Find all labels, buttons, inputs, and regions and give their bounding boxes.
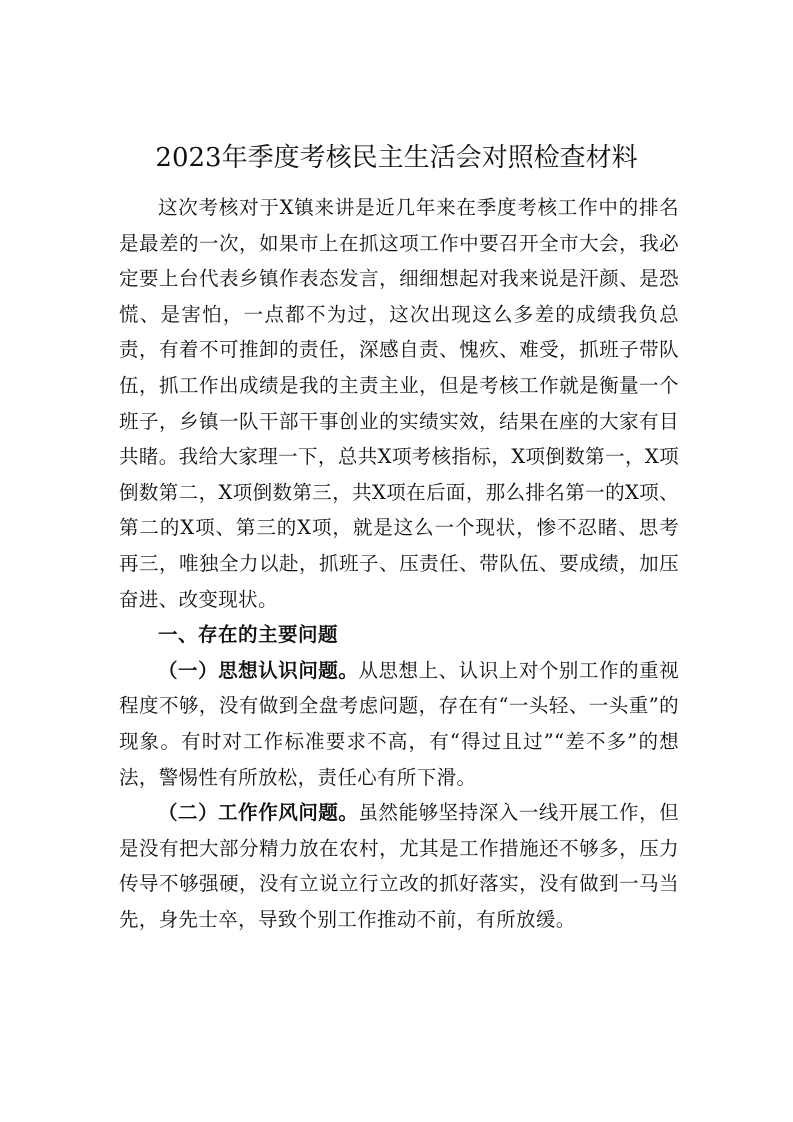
section-heading-main-problems: 一、存在的主要问题 xyxy=(158,623,339,647)
problem-item-work-style xyxy=(119,795,679,937)
problem-item-thinking-text: 从思想上、认识上对个别工作的重视程度不够，没有做到全盘考虑问题，存在有“一头轻、一头重”的现象。有时对工作标准要求不高，有“得过且过”“差不多”的想法，警惕性有所放松，责任心有所下滑。 xyxy=(119,658,679,789)
intro-paragraph: 这次考核对于X镇来讲是近几年来在季度考核工作中的排名是最差的一次，如果市上在抓这项工作中要召开全市大会，我必定要上台代表乡镇作表态发言，细细想起对我来说是汗颜、是恐慌、是害怕，一点都不为过，这次出现这么多差的成绩我负总责，有着不可推卸的责任，深感自责、愧疚、难受，抓班子带队伍，抓工作出成绩是我的主责主业，但是考核工作就是衡量一个班子，乡镇一队干部干事创业的实绩实效，结果在座的大家有目共睹。我给大家理一下，总共X项考核指标，X项倒数第一，X项倒数第二，X项倒数第三，共X项在后面，那么排名第一的X项、第二的X项、第三的X项，就是这么一个现状，惨不忍睹、思考再三，唯独全力以赴，抓班子、压责任、带队伍、要成绩，加压奋进、改变现状。 xyxy=(119,196,679,611)
problem-item-thinking xyxy=(119,653,679,795)
problem-item-thinking-label: （一）思想认识问题。 xyxy=(158,658,359,682)
problem-item-work-style-text: 虽然能够坚持深入一线开展工作，但是没有把大部分精力放在农村，尤其是工作措施还不够多，压力传导不够强硬，没有立说立行立改的抓好落实，没有做到一马当先，身先士卒，导致个别工作推动不前，有所放缓。 xyxy=(119,801,679,931)
document-body xyxy=(119,190,679,937)
document-title: 2023年季度考核民主生活会对照检查材料 xyxy=(155,143,638,173)
problem-item-work-style-label: （二）工作作风问题。 xyxy=(158,801,359,825)
